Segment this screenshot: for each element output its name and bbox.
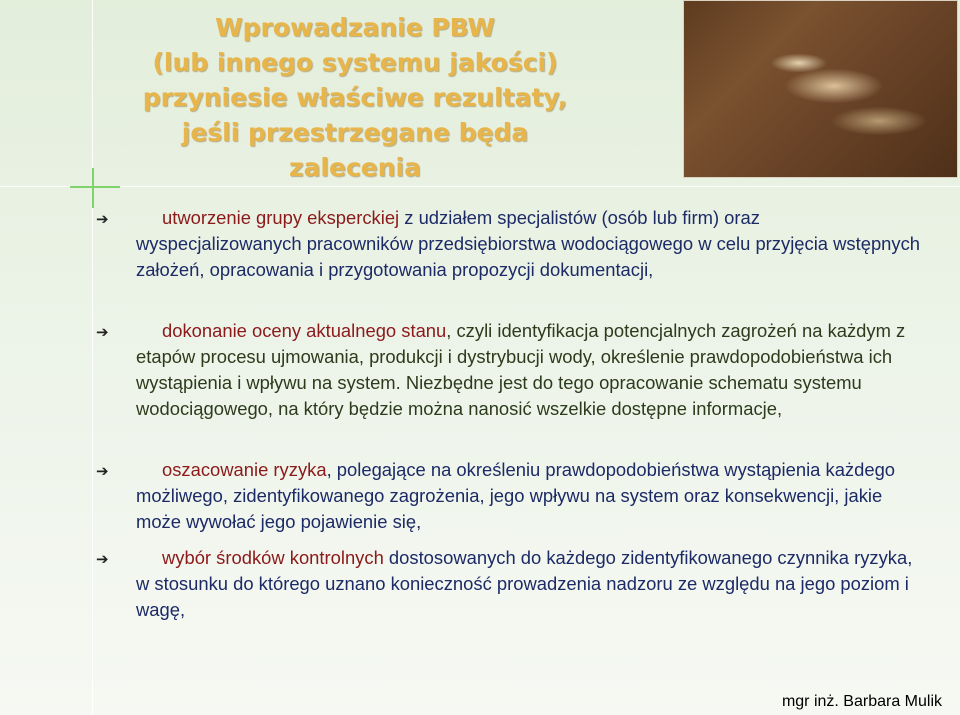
decor-cross-horizontal xyxy=(70,186,120,188)
sediment-photo xyxy=(683,0,958,178)
title-line-2: (lub innego systemu jakości) xyxy=(152,48,558,77)
title-line-4: jeśli przestrzegane będa xyxy=(181,118,529,147)
bullet-item xyxy=(96,205,926,283)
bullet-item xyxy=(96,545,926,623)
decor-cross-vertical xyxy=(92,168,94,208)
bullet-text: z udziałem specjalistów (osób lub firm) oraz wyspecjalizowanych pracowników przedsiębiorstwa wodociągowego w celu przyjęcia wstępnych założeń, opracowania i przygotowania propozycji dokumentacji, xyxy=(136,207,921,280)
decor-vertical-line xyxy=(92,0,93,715)
title-line-5: zalecenia xyxy=(289,153,421,182)
bullet-highlight: oszacowanie ryzyka xyxy=(162,459,327,480)
title-line-3: przyniesie właściwe rezultaty, xyxy=(142,83,568,112)
bullet-text: dostosowanych do każdego zidentyfikowanego czynnika ryzyka, w stosunku do którego uznano konieczność prowadzenia nadzoru ze względu na jego poziom i wagę, xyxy=(136,547,913,620)
author-credit: mgr inż. Barbara Mulik xyxy=(781,693,942,710)
bullet-highlight: utworzenie grupy eksperckiej xyxy=(162,207,400,228)
decor-horizontal-line xyxy=(0,186,960,187)
slide-title xyxy=(120,10,590,185)
bullet-text: , polegające na określeniu prawdopodobieństwa wystąpienia każdego możliwego, zidentyfikowanego zagrożenia, jego wpływu na system oraz konsekwencji, jakie może wywołać jego pojawienie się, xyxy=(136,459,896,532)
arrow-right-icon: ➔ xyxy=(96,210,109,228)
bullet-item xyxy=(96,318,926,422)
title-line-1: Wprowadzanie PBW xyxy=(215,13,495,42)
arrow-right-icon: ➔ xyxy=(96,550,109,568)
bullet-highlight: dokonanie oceny aktualnego stanu xyxy=(162,320,447,341)
bullet-text: , czyli identyfikacja potencjalnych zagrożeń na każdym z etapów procesu ujmowania, produkcji i dystrybucji wody, określenie prawdopodobieństwa ich wystąpienia i wpływu na system. Niezbędne jest do tego opracowanie schematu systemu wodociągowego, na który będzie można nanosić wszelkie dostępne informacje, xyxy=(136,320,906,419)
arrow-right-icon: ➔ xyxy=(96,462,109,480)
bullet-item xyxy=(96,457,926,535)
bullet-highlight: wybór środków kontrolnych xyxy=(162,547,384,568)
arrow-right-icon: ➔ xyxy=(96,323,109,341)
